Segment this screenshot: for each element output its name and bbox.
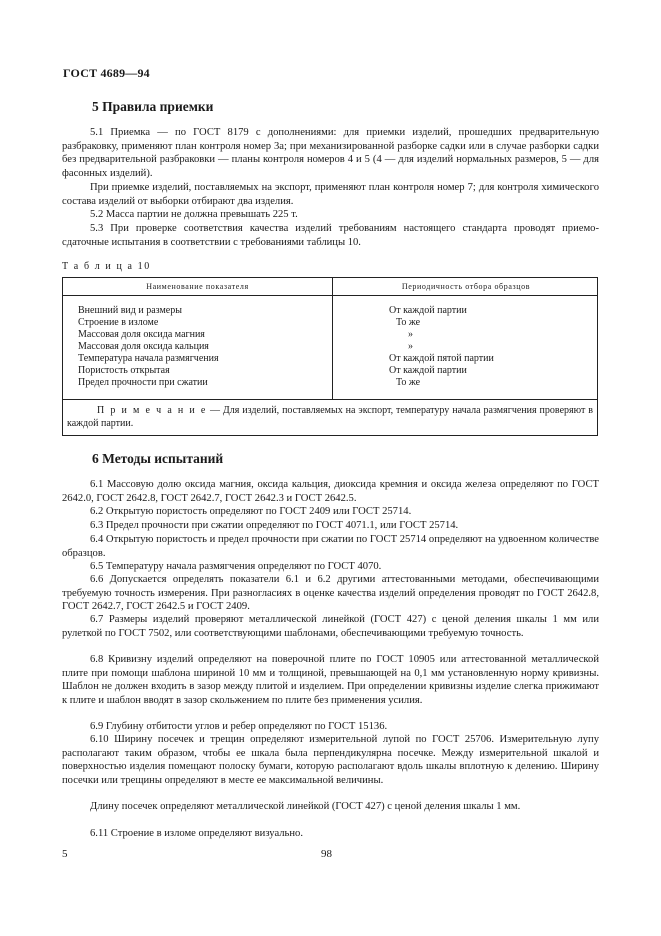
table-row: Предел прочности при сжатии То же (78, 377, 421, 388)
paragraph-6-4: 6.4 Открытую пористость и предел прочности при сжатии по ГОСТ 25714 определяют на удвоенном количестве образцов. (62, 534, 599, 559)
table-header-row (63, 278, 597, 296)
table-header-period: Периодичность отбора образцов (401, 282, 531, 291)
paragraph-6-10-length: Длину посечек определяют металлической линейкой (ГОСТ 427) с ценой деления шкалы 1 мм. (90, 801, 521, 812)
table-row: Строение в изломе То же (78, 317, 421, 328)
paragraph-5-1: 5.1 Приемка — по ГОСТ 8179 с дополнениями: для приемки изделий, прошедших предварительную разбраковку, применяют план контроля номер 3а; при механизированной разборке садки или в случае разборки садки без предварительной разбраковки — планы контроля номеров 4 и 5 (4 — для изделий нормальных размеров, 5 — для фасонных изделий). (62, 127, 599, 179)
paragraph-5-3: 5.3 При проверке соответствия качества изделий требованиям настоящего стандарта проводят приемо-сдаточные испытания в соответствии с требованиями таблицы 10. (62, 223, 599, 248)
table-header-name: Наименование показателя (146, 282, 249, 291)
table-note-divider (63, 399, 597, 400)
paragraph-6-1: 6.1 Массовую долю оксида магния, оксида кальция, диоксида кремния и оксида железа определяют по ГОСТ 2642.0, ГОСТ 2642.8, ГОСТ 2642.7, ГОСТ 2642.3 и ГОСТ 2642.5. (62, 479, 599, 504)
paragraph-6-6: 6.6 Допускается определять показатели 6.1 и 6.2 другими аттестованными методами, обеспечивающими требуемую точность измерения. При разногласиях в оценке качества изделий определения проводят по ГОСТ 2642.8, ГОСТ 2642.7, ГОСТ 2642.5 и ГОСТ 2409. (62, 574, 599, 613)
paragraph-6-9: 6.9 Глубину отбитости углов и ребер определяют по ГОСТ 15136. (90, 721, 388, 732)
table-body (63, 305, 597, 389)
paragraph-6-7: 6.7 Размеры изделий проверяют металлической линейкой (ГОСТ 427) с ценой деления шкалы 1 мм или рулеткой по ГОСТ 7502, или соответствующими шаблонами, обеспечивающими требуемую точность. (62, 614, 599, 639)
paragraph-6-11: 6.11 Строение в изломе определяют визуально. (90, 828, 303, 839)
paragraph-6-5: 6.5 Температуру начала размягчения определяют по ГОСТ 4070. (90, 561, 382, 572)
paragraph-6-8: 6.8 Кривизну изделий определяют на поверочной плите по ГОСТ 10905 или аттестованной металлической плите при помощи шаблона шириной 10 мм и толщиной, превышающей на 0,1 мм установленную норму кривизны. Шаблон не должен входить в зазор между плитой и изделием. При определении кривизны изделие слегка прижимают к плите и шаблон вводят в зазор скольжением по плите без применения усилия. (62, 654, 599, 706)
table-row: Массовая доля оксида магния » (78, 329, 413, 340)
table-row: Температура начала размягчения От каждой пятой партии (78, 353, 494, 364)
table-row: Пористость открытая От каждой партии (78, 365, 467, 376)
paragraph-6-3: 6.3 Предел прочности при сжатии определяют по ГОСТ 4071.1, или ГОСТ 25714. (90, 520, 459, 531)
section-6-title: 6 Методы испытаний (92, 451, 224, 466)
table-note-text: — Для изделий, поставляемых на экспорт, температуру начала размягчения проверяют в каждой партии. (67, 405, 593, 429)
paragraph-5-2: 5.2 Масса партии не должна превышать 225 т. (90, 209, 298, 220)
section-5-title: 5 Правила приемки (92, 99, 214, 114)
footer-left-number: 5 (62, 848, 68, 860)
paragraph-6-10: 6.10 Ширину посечек и трещин определяют измерительной лупой по ГОСТ 25706. Измерительную лупу располагают таким образом, чтобы ее шкала была перпендикулярна посечке. Между измерительной шкалой и поверхностью изделия помещают полоску бумаги, которую располагают вдоль шкалы вплотную к делению. Ширину посечки или трещины определяют в месте ее максимальной величины. (62, 734, 599, 786)
table-note-label: П р и м е ч а н и е (97, 405, 207, 416)
document-header: ГОСТ 4689—94 (63, 66, 150, 80)
table-note (67, 404, 593, 430)
paragraph-6-2: 6.2 Открытую пористость определяют по ГОСТ 2409 или ГОСТ 25714. (90, 506, 412, 517)
table-row: Массовая доля оксида кальция » (78, 341, 413, 352)
table-10 (62, 277, 598, 436)
paragraph-5-1-export: При приемке изделий, поставляемых на экспорт, применяют план контроля номер 7; для контроля химического состава изделий от выборки отбирают два изделия. (62, 182, 599, 207)
page-number: 98 (321, 848, 332, 860)
table-row: Внешний вид и размеры От каждой партии (78, 305, 467, 316)
table-caption: Т а б л и ц а 10 (62, 261, 151, 272)
